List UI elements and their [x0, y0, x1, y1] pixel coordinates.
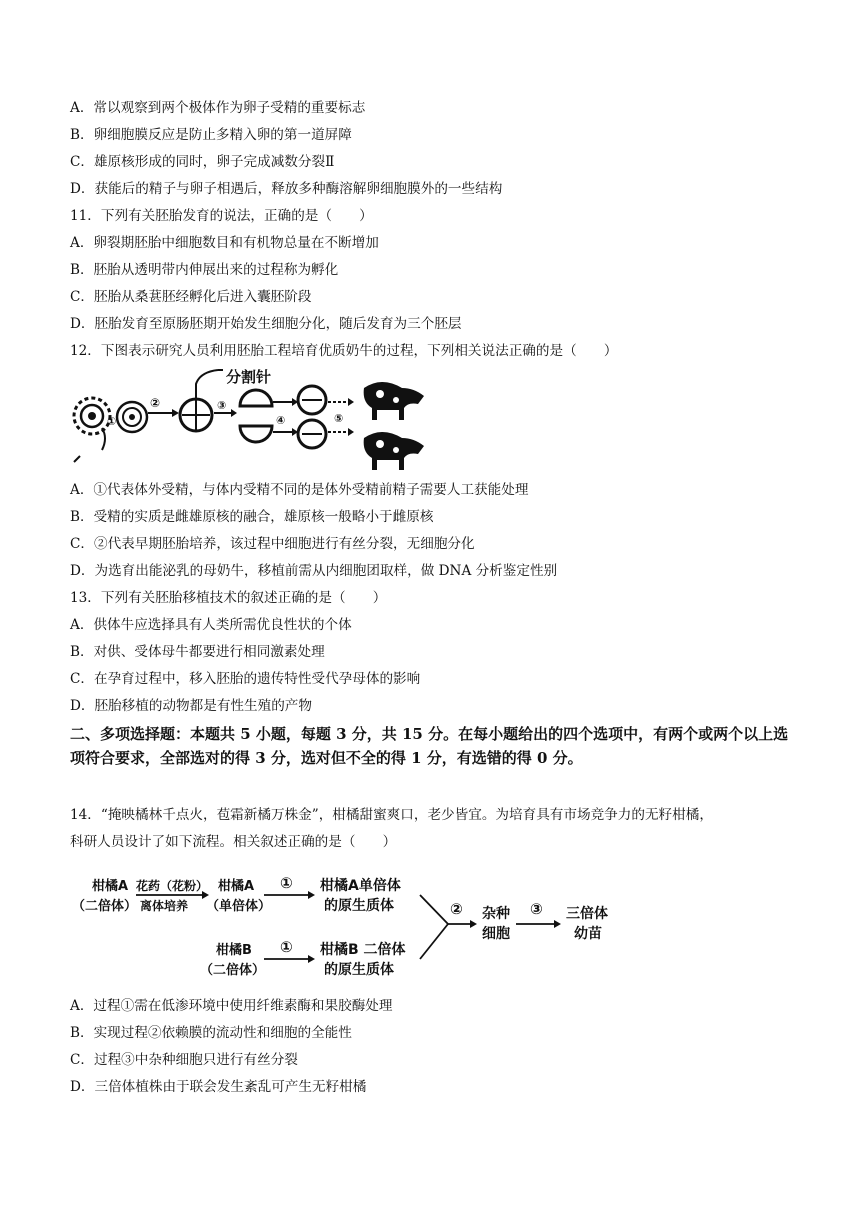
step-4-label: ④ [276, 414, 286, 427]
hybrid-cell-line-2: 细胞 [482, 926, 510, 942]
citrus-a-haploid-sub: （单倍体） [206, 899, 272, 914]
q14-flow-diagram [70, 862, 630, 984]
step-5-label: ⑤ [334, 412, 344, 425]
q11-option-c: C．胚胎从桑葚胚经孵化后进入囊胚阶段 [70, 289, 312, 305]
q10-option-a: A．常以观察到两个极体作为卵子受精的重要标志 [70, 100, 366, 116]
citrus-b-label: 柑橘B [216, 943, 252, 958]
q14-option-b: B．实现过程②依赖膜的流动性和细胞的全能性 [70, 1025, 352, 1041]
calf-icon [364, 432, 424, 470]
section-2-heading: 二、多项选择题：本题共 5 小题，每题 3 分，共 15 分。在每小题给出的四个选项中，有两个或两个以上选项符合要求，全部选对的得 3 分，选对但不全的得 1 分，有选错的得 0 分。 [70, 725, 789, 767]
culture-top-label: 花药（花粉） [136, 879, 209, 893]
hybrid-cell-line-1: 杂种 [482, 906, 510, 922]
q13-option-b: B．对供、受体母牛都要进行相同激素处理 [70, 644, 325, 660]
q12-option-b: B．受精的实质是雌雄原核的融合，雄原核一般略小于雌原核 [70, 509, 434, 525]
egg-with-sperm-icon [74, 398, 110, 462]
citrus-a-label: 柑橘A [92, 879, 129, 894]
q10-option-d: D．获能后的精子与卵子相遇后，释放多种酶溶解卵细胞膜外的一些结构 [70, 181, 503, 197]
citrus-b-ploidy: （二倍体） [200, 963, 266, 978]
citrus-a-protoplast-line-2: 的原生质体 [324, 898, 394, 914]
flow-step-3-label: ③ [530, 900, 543, 918]
q12-embryo-diagram [68, 366, 448, 476]
triploid-line-1: 三倍体 [566, 906, 608, 922]
step-3-label: ③ [217, 399, 227, 412]
q11-option-b: B．胚胎从透明带内伸展出来的过程称为孵化 [70, 262, 339, 278]
q12-stem: 12．下图表示研究人员利用胚胎工程培育优质奶牛的过程，下列相关说法正确的是（ ） [70, 343, 618, 359]
q12-option-a: A．①代表体外受精，与体内受精不同的是体外受精前精子需要人工获能处理 [70, 482, 529, 498]
splitting-needle-label: 分割针 [226, 368, 272, 386]
culture-bottom-label: 离体培养 [140, 899, 189, 913]
q14-option-c: C．过程③中杂种细胞只进行有丝分裂 [70, 1052, 298, 1068]
q10-option-b: B．卵细胞膜反应是防止多精入卵的第一道屏障 [70, 127, 352, 143]
two-embryos-icon [298, 386, 326, 448]
q13-stem: 13．下列有关胚胎移植技术的叙述正确的是（ ） [70, 590, 387, 606]
q11-stem: 11．下列有关胚胎发育的说法，正确的是（ ） [70, 208, 373, 224]
q10-option-c: C．雄原核形成的同时，卵子完成减数分裂Ⅱ [70, 154, 335, 170]
q13-option-c: C．在孕育过程中，移入胚胎的遗传特性受代孕母体的影响 [70, 671, 421, 687]
blastocyst-icon [180, 399, 212, 431]
citrus-a-ploidy: （二倍体） [72, 899, 138, 914]
citrus-a-protoplast-line-1: 柑橘A单倍体 [320, 878, 401, 894]
q11-option-d: D．胚胎发育至原肠胚期开始发生细胞分化，随后发育为三个胚层 [70, 316, 462, 332]
q13-option-a: A．供体牛应选择具有人类所需优良性状的个体 [70, 617, 352, 633]
triploid-line-2: 幼苗 [574, 926, 602, 942]
step-1-label: ① [107, 415, 117, 428]
calf-icon [364, 382, 424, 420]
step-2-label: ② [150, 396, 161, 410]
q14-option-a: A．过程①需在低渗环境中使用纤维素酶和果胶酶处理 [70, 998, 393, 1014]
citrus-a-haploid-label: 柑橘A [218, 879, 255, 894]
citrus-b-protoplast-line-1: 柑橘B 二倍体 [320, 942, 406, 958]
q12-option-d: D．为选育出能泌乳的母奶牛，移植前需从内细胞团取样，做 DNA 分析鉴定性别 [70, 563, 558, 579]
zygote-icon [117, 402, 147, 432]
q13-option-d: D．胚胎移植的动物都是有性生殖的产物 [70, 698, 312, 714]
q12-option-c: C．②代表早期胚胎培养，该过程中细胞进行有丝分裂，无细胞分化 [70, 536, 475, 552]
q14-option-d: D．三倍体植株由于联会发生紊乱可产生无籽柑橘 [70, 1079, 367, 1095]
q14-stem-line-1: 14．“掩映橘林千点火，苞霜新橘万株金”，柑橘甜蜜爽口，老少皆宜。为培育具有市场竞争力的无籽柑橘， [70, 807, 713, 823]
split-embryo-halves-icon [240, 390, 272, 442]
q11-option-a: A．卵裂期胚胎中细胞数目和有机物总量在不断增加 [70, 235, 379, 251]
q14-stem-line-2: 科研人员设计了如下流程。相关叙述正确的是（ ） [70, 834, 397, 850]
flow-step-2-label: ② [450, 900, 463, 918]
flow-step-1-label-a: ① [280, 874, 293, 892]
flow-step-1-label-b: ① [280, 938, 293, 956]
citrus-b-protoplast-line-2: 的原生质体 [324, 962, 394, 978]
